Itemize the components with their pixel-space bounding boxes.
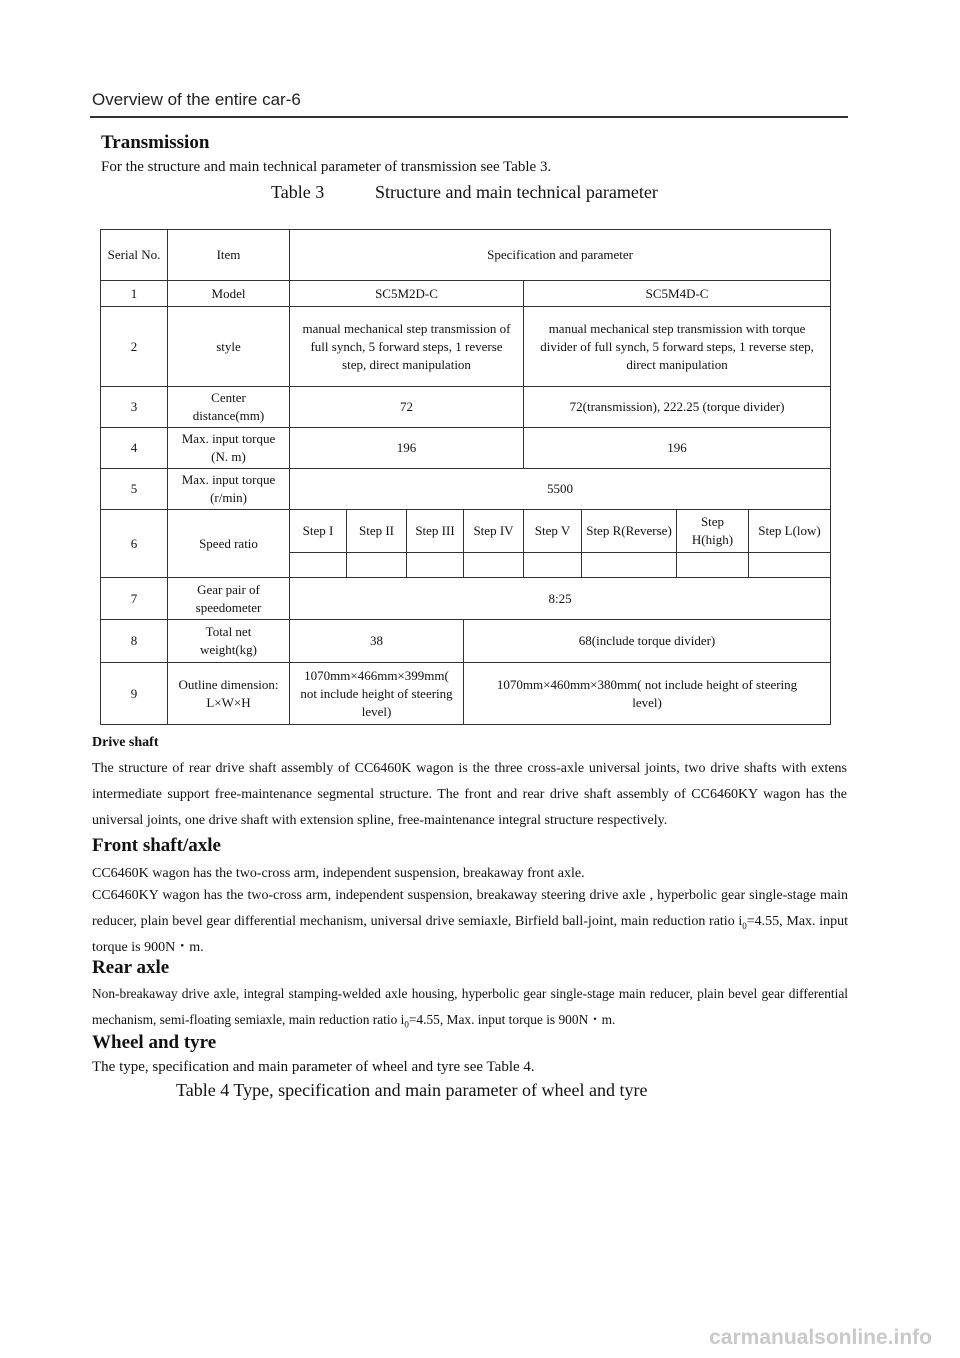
row-number: 7 [101,578,168,620]
table-row [101,510,831,553]
row-number: 1 [101,281,168,307]
ratio-subscript: 0 [742,920,747,931]
spec-sc5m4d: 196 [524,428,831,469]
ratio-value-cell [347,553,407,578]
table3-caption-number: Table 3 [271,182,325,202]
transmission-title: Transmission [101,132,210,153]
table-row [101,307,831,387]
spec-sc5m2d: manual mechanical step transmission of full synch, 5 forward steps, 1 reverse step, direct manipulation [290,307,524,387]
rear-axle-text [92,981,848,1033]
row-item: Model [168,281,290,307]
row-number: 9 [101,663,168,725]
ratio-value-cell [464,553,524,578]
spec-sc5m2d: 38 [290,620,464,663]
table-row [101,387,831,428]
rear-axle-text-tail: =4.55, Max. input torque is 900N・m. [408,1012,616,1027]
row-number: 8 [101,620,168,663]
step-low: Step L(low) [749,510,831,553]
ratio-value-cell [290,553,347,578]
table-row [101,281,831,307]
wheel-tyre-intro: The type, specification and main parameter of wheel and tyre see Table 4. [92,1059,535,1075]
step-2: Step II [347,510,407,553]
spec-sc5m2d: 196 [290,428,524,469]
row-item: Max. input torque (N. m) [168,428,290,469]
row-number: 4 [101,428,168,469]
ratio-value-cell [582,553,677,578]
header-divider [90,116,848,118]
row-item: Gear pair of speedometer [168,578,290,620]
table3-caption-text: Structure and main technical parameter [375,182,658,202]
row-item: Total net weight(kg) [168,620,290,663]
transmission-intro: For the structure and main technical parameter of transmission see Table 3. [101,159,552,175]
drive-shaft-text: The structure of rear drive shaft assembly of CC6460K wagon is the three cross-axle universal joints, two drive shafts with extens intermediate support free-maintenance segmental structure. The front and rear drive shaft assembly of CC6460KY wagon has the universal joints, one drive shaft with extension spline, free-maintenance integral structure respectively. [92,761,847,828]
page-header-title: Overview of the entire car-6 [92,90,301,109]
table-row [101,428,831,469]
spec-sc5m4d: SC5M4D-C [524,281,831,307]
spec-sc5m4d: 72(transmission), 222.25 (torque divider) [524,387,831,428]
front-axle-p1: CC6460K wagon has the two-cross arm, independent suspension, breakaway front axle. [92,866,585,881]
ratio-value-cell [524,553,582,578]
table3 [100,229,831,725]
spec-sc5m2d: SC5M2D-C [290,281,524,307]
table-row [101,663,831,725]
ratio-value-cell [407,553,464,578]
front-axle-p2 [92,883,848,961]
spec-value: 8:25 [290,578,831,620]
step-1: Step I [290,510,347,553]
drive-shaft-title: Drive shaft [92,735,159,750]
spec-sc5m4d: 1070mm×460mm×380mm( not include height of steering level) [464,663,831,725]
row-number: 5 [101,469,168,510]
spec-sc5m2d: 72 [290,387,524,428]
table-header-row [101,230,831,281]
row-item: Max. input torque (r/min) [168,469,290,510]
row-item: Outline dimension: L×W×H [168,663,290,725]
spec-value: 5500 [290,469,831,510]
header-spec: Specification and parameter [290,230,831,281]
step-high: Step H(high) [677,510,749,553]
table-row [101,620,831,663]
spec-sc5m4d: manual mechanical step transmission with torque divider of full synch, 5 forward steps, 1 reverse step, direct manipulation [524,307,831,387]
ratio-value-cell [677,553,749,578]
row-item: Center distance(mm) [168,387,290,428]
ratio-value-cell [749,553,831,578]
table4-caption: Table 4 Type, specification and main parameter of wheel and tyre [176,1080,648,1100]
row-item: Speed ratio [168,510,290,578]
table-row [101,469,831,510]
front-axle-title: Front shaft/axle [92,835,221,856]
rear-axle-text-main: Non-breakaway drive axle, integral stamping-welded axle housing, hyperbolic gear single-stage main reducer, plain bevel gear differential mechanism, semi-floating semiaxle, main reduction ratio i [92,986,848,1027]
wheel-tyre-title: Wheel and tyre [92,1032,217,1053]
rear-axle-title: Rear axle [92,957,170,978]
row-number: 3 [101,387,168,428]
row-number: 2 [101,307,168,387]
step-5: Step V [524,510,582,553]
table-row [101,578,831,620]
ratio-subscript: 0 [404,1019,409,1030]
header-serial: Serial No. [101,230,168,281]
spec-sc5m2d: 1070mm×466mm×399mm( not include height of steering level) [290,663,464,725]
row-number: 6 [101,510,168,578]
step-3: Step III [407,510,464,553]
row-item: style [168,307,290,387]
step-reverse: Step R(Reverse) [582,510,677,553]
step-4: Step IV [464,510,524,553]
front-axle-p2-text: CC6460KY wagon has the two-cross arm, independent suspension, breakaway steering drive axle , hyperbolic gear single-stage main reducer, plain bevel gear differential mechanism, universal drive semiaxle, Birfield ball-joint, main reduction ratio i [92,888,848,929]
spec-sc5m4d: 68(include torque divider) [464,620,831,663]
header-item: Item [168,230,290,281]
front-axle-p2-tail: =4.55, Max. input torque is 900N・m. [92,914,848,955]
watermark: carmanualsonline.info [709,1326,932,1349]
